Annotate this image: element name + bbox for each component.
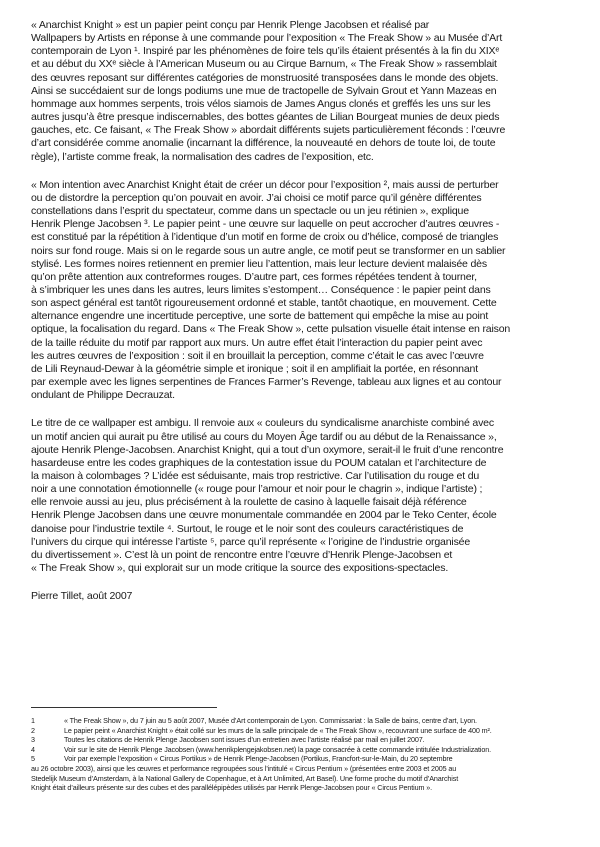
- footnote-line: Toutes les citations de Henrik Plenge Jacobsen sont issues d’un entretien avec l’artiste réalisé par mail en juillet 2007.: [64, 735, 425, 745]
- footnote-line: Voir par exemple l’exposition « Circus Portikus » de Henrik Plenge-Jacobsen (Portikus, Francfort-sur-le-Main, du 20 septembre: [64, 754, 453, 764]
- text-line: constellations dans l’esprit du spectateur, comme dans un spectacle ou un jeu rétinien », explique: [31, 205, 469, 218]
- text-line: les autres œuvres de l’exposition : soit il en brouillait la perception, comme c’était le cas avec l’œuvre: [31, 349, 484, 362]
- text-line: « Anarchist Knight » est un papier peint conçu par Henrik Plenge Jacobsen et réalisé par: [31, 19, 430, 31]
- text-line: la maison à colombages ? L’idée est séduisante, mais trop restrictive. Car l’utilisation du rouge et du: [31, 470, 480, 482]
- text-line: qu’on prête attention aux contreformes rouges. D’autre part, ces formes répétées tendent à tourner,: [31, 270, 477, 283]
- footnote-line: Stedelijk Museum d’Amsterdam, à la National Gallery de Copenhague, et à Art Unlimited, Art Basel). Une forme proche du motif d’Anarchist: [31, 773, 459, 783]
- text-line: Henrik Plenge Jacobsen ³. Le papier peint - une œuvre sur laquelle on peut accrocher d’autres œuvres -: [31, 218, 500, 231]
- text-line: des œuvres reposant sur différentes catégories de monstruosité transposées dans le monde des objets.: [31, 71, 499, 84]
- text-line: noirs sur fond rouge. Mais si on le regarde sous un autre angle, ce motif peut se transformer en un sablier: [31, 244, 506, 257]
- text-line: hommage aux hommes serpents, trois vélos siamois de James Angus clonés et greffés les uns sur les: [31, 97, 491, 110]
- footnotes: [31, 716, 576, 793]
- footnote-line: Knight était d’ailleurs présente sur des cubes et des parallélépipèdes utilisés par Henrik Plenge-Jacobsen pour « Circus Pentium ».: [31, 783, 432, 793]
- footnote-line: Voir sur le site de Henrik Plenge Jacobsen (www.henrikplengejakobsen.net) la page consacrée à cette commande intitulée Industrialization.: [64, 744, 492, 754]
- footnote-text: [64, 726, 576, 736]
- footnote: [31, 726, 576, 736]
- text-line: alternance engendre une incertitude perceptive, une sorte de battement qui empêche la mise au point: [31, 310, 489, 323]
- footnote: [31, 754, 576, 792]
- text-line: un motif ancien qui aurait pu être utilisé au cours du Moyen Âge tardif ou au début de la Renaissance »,: [31, 430, 497, 443]
- text-line: de la taille réduite du motif par rapport aux murs. Un autre effet était l’interaction du papier peint avec: [31, 336, 483, 349]
- text-line: d’art considérée comme anomalie (incarnant la différence, la nouveauté en dehors de toute loi, de toute: [31, 137, 496, 150]
- footnote-number: 3: [31, 735, 35, 745]
- paragraph: [31, 417, 574, 575]
- footnote: [31, 716, 576, 726]
- footnote-number: 4: [31, 744, 35, 754]
- text-line: du divertissement ». C’est là un point de rencontre entre l’œuvre d’Henrik Plenge-Jacobsen et: [31, 548, 453, 561]
- text-line: Le titre de ce wallpaper est ambigu. Il renvoie aux « couleurs du syndicalisme anarchiste combiné avec: [31, 417, 494, 430]
- text-line: l’univers du cirque qui intéresse l’artiste ⁵, parce qu’il représente « l’origine de l’industrie organisée: [31, 535, 471, 548]
- signature: Pierre Tillet, août 2007: [31, 590, 133, 603]
- footnote-separator: [31, 707, 217, 708]
- text-line: Ainsi se succédaient sur de longs podiums une mue de tractopelle de Sylvain Grout et Yann Mazeas en: [31, 84, 497, 97]
- text-line: Henrik Plenge Jacobsen dans une œuvre monumentale commandée en 2004 par le Teko Center, école: [31, 509, 497, 522]
- text-line: elle renvoie aussi au jeu, plus précisément à la roulette de casino à laquelle faisait déjà référence: [31, 496, 467, 509]
- footnote: [31, 735, 576, 745]
- text-line: noir a une connotation émotionnelle (« rouge pour l’amour et noir pour le chagrin », indique l’artiste) ;: [31, 483, 483, 496]
- footnote-line: Le papier peint « Anarchist Knight » était collé sur les murs de la salle principale de « The Freak Show », recouvrant une surface de 400 m².: [64, 725, 492, 735]
- article-body: [31, 19, 574, 575]
- text-line: ondulant de Philippe Decrauzat.: [31, 389, 175, 402]
- text-line: « Mon intention avec Anarchist Knight était de créer un décor pour l’exposition ², mais aussi de perturber: [31, 178, 499, 191]
- footnote-number: 2: [31, 725, 35, 735]
- text-line: Wallpapers by Artists en réponse à une commande pour l’exposition « The Freak Show » au Musée d’Art: [31, 32, 503, 45]
- text-line: est constitué par la répétition à l’identique d’un motif en forme de croix ou d’hélice, composé de triangles: [31, 231, 499, 244]
- text-line: ou de distordre la perception qu’on pouvait en avoir. J’ai choisi ce motif parce qu’il génère différentes: [31, 191, 482, 204]
- text-line: à s’imbriquer les unes dans les autres, leurs limites s’estompent… Conséquence : le papier peint dans: [31, 283, 491, 296]
- footnote-text: [64, 716, 576, 726]
- text-line: danoise pour l’industrie textile ⁴. Surtout, le rouge et le noir sont des couleurs caractéristiques de: [31, 522, 464, 535]
- footnote-number: 1: [31, 716, 35, 725]
- text-line: ajoute Henrik Plenge-Jacobsen. Anarchist Knight, qui a tout d’un oxymore, serait-il le fruit d’une rencontre: [31, 443, 504, 456]
- text-line: stylisé. Les formes noires retiennent en premier lieu l’attention, mais leur lecture devient malaisée dès: [31, 257, 487, 270]
- text-line: et au début du XXᵉ siècle à l’American Museum ou au Cirque Barnum, « The Freak Show » rassemblait: [31, 58, 497, 71]
- paragraph: [31, 19, 574, 164]
- paragraph: [31, 179, 574, 403]
- footnote-text: [31, 754, 576, 793]
- footnote-text: [64, 735, 576, 745]
- text-line: gauches, etc. Ce faisant, « The Freak Show » abordait différents sujets particulièrement féconds : l’œuvre: [31, 124, 506, 137]
- text-line: par exemple avec les lignes serpentines de Frances Farmer’s Revenge, tableau aux lignes et au contour: [31, 376, 502, 389]
- text-line: règle), l’artiste comme freak, la normalisation des cadres de l’exposition, etc.: [31, 150, 374, 163]
- text-line: de Lili Reynaud-Dewar à la géométrie simple et ironique ; soit il en amplifiait la portée, en résonnant: [31, 362, 478, 375]
- footnote-line: « The Freak Show », du 7 juin au 5 août 2007, Musée d’Art contemporain de Lyon. Commissariat : la Salle de bains, centre d’art, Lyon.: [64, 716, 477, 725]
- footnote-line: au 26 octobre 2003), ainsi que les œuvres et performance regroupées sous l’intitulé « Circus Pentium » (présentées entre 2003 et 2005 au: [31, 763, 457, 773]
- text-line: hasardeuse entre les codes graphiques de la contestation issue du POUM catalan et l’architecture de: [31, 456, 487, 469]
- footnote-number: 5: [31, 754, 35, 764]
- text-line: « The Freak Show », qui explorait sur un mode critique la source des expositions-spectacles.: [31, 562, 449, 575]
- text-line: optique, la focalisation du regard. Dans « The Freak Show », cette pulsation visuelle était intense en raison: [31, 323, 511, 336]
- footnote: [31, 745, 576, 755]
- text-line: autres jusqu’à être presque indiscernables, des bottes géantes de Lilian Bourgeat munies de deux pieds: [31, 111, 500, 124]
- text-line: contemporain de Lyon ¹. Inspiré par les phénomènes de foire tels qu’ils étaient présentés à la fin du XIXᵉ: [31, 45, 500, 58]
- text-line: son aspect général est tantôt rigoureusement ordonné et stable, tantôt chaotique, en mouvement. Cette: [31, 297, 497, 310]
- footnote-text: [64, 745, 576, 755]
